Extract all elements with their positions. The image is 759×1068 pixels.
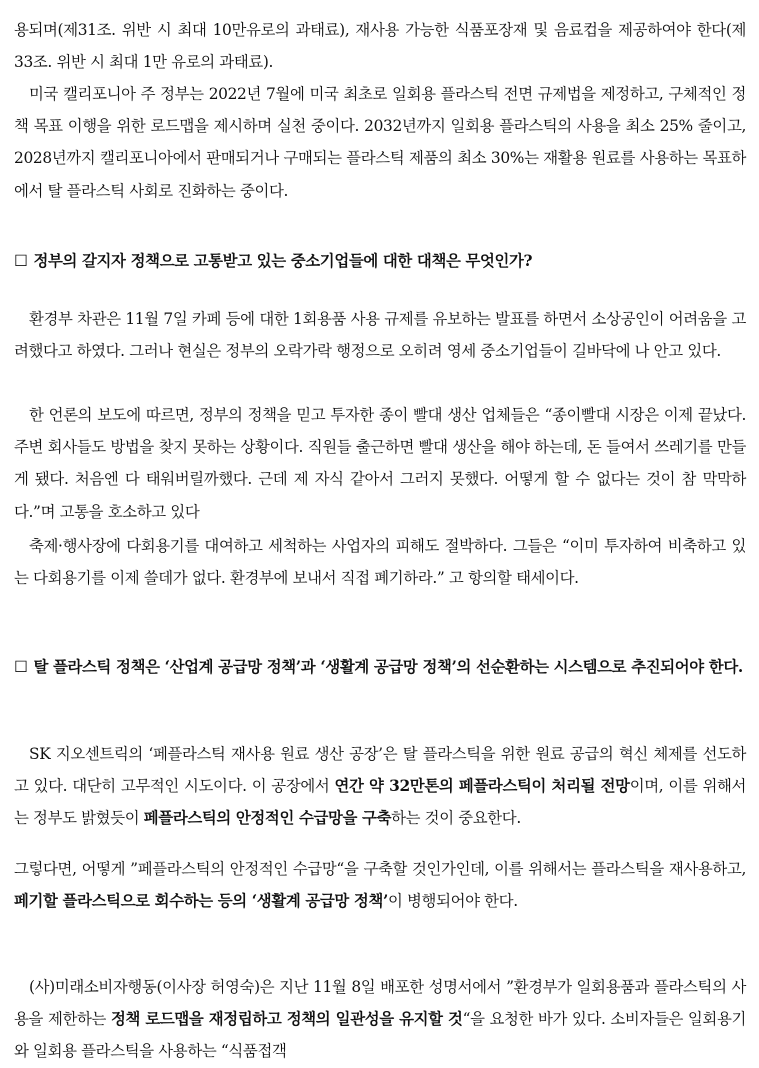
heading-text: 정부의 갈지자 정책으로 고통받고 있는 중소기업들에 대한 대책은 무엇인가? (33, 252, 533, 270)
emphasis-run: 연간 약 32만톤의 페플라스틱이 처리될 전망 (334, 777, 630, 796)
section-heading-sme-policy (14, 245, 746, 277)
heading-text: 탈 플라스틱 정책은 ‘산업계 공급망 정책’과 ‘생활계 공급망 정책’의 선순환하는 시스템으로 추진되어야 한다. (33, 658, 743, 676)
text-run: SK 지오센트릭의 ‘페플라스틱 재사용 원료 생산 공장’은 탈 플라스틱을 위한 원료 공급의 혁신 체제를 선도하고 있다. 대단히 고무적인 시도이다. 이 공장에서 (14, 745, 746, 796)
text-run: 그렇다면, 어떻게 ”페플라스틱의 안정적인 수급망“을 구축할 것인가인데, 이를 위해서는 플라스틱을 재사용하고, (14, 860, 746, 878)
emphasis-run: 페플라스틱의 안정적인 수급망을 구축 (143, 809, 392, 828)
paragraph-consumer-action-statement (14, 971, 746, 1068)
text-run: 이 병행되어야 한다. (387, 892, 518, 911)
checkbox-square-icon: ☐ (14, 252, 28, 270)
checkbox-square-icon: ☐ (14, 658, 28, 676)
paragraph-paper-straw-makers: 한 언론의 보도에 따르면, 정부의 정책을 믿고 투자한 종이 빨대 생산 업체들은 “종이빨대 시장은 이제 끝났다. 주변 회사들도 방법을 찾지 못하는 상황이다. 직원들 출근하면 빨대 생산을 해야 하는데, 돈 들여서 쓰레기를 만들게 됐다. 처음엔 다 태워버릴까했다. 근데 제 자식 같아서 그러지 못했다. 어떻게 할 수 없다는 것이 참 막막하다.”며 고통을 호소하고 있다 (14, 406, 746, 521)
paragraph-reusable-container-businesses: 축제·행사장에 다회용기를 대여하고 세척하는 사업자의 피해도 절박하다. 그들은 “이미 투자하여 비축하고 있는 다회용기를 이제 쓸데가 없다. 환경부에 보내서 직접 폐기하라.” 고 항의할 태세이다. (14, 537, 746, 588)
text-run: 하는 것이 중요한다. (391, 809, 521, 828)
emphasis-run: 정책 로드맵을 재정립하고 정책의 일관성을 유지할 것 (110, 1010, 463, 1029)
text-run: 이며, 이를 위해서는 정부도 밝혔듯이 (14, 777, 747, 828)
paragraph-eu-regulation-tail: 용되며(제31조. 위반 시 최대 10만유로의 과태료), 재사용 가능한 식품포장재 및 음료컵을 제공하여야 한다(제33조. 위반 시 최대 1만 유로의 과태료). (14, 21, 746, 72)
text-run: “을 요청한 바가 있다. 소비자들은 일회용기와 일회용 플라스틱을 사용하는 “식품접객 (14, 1010, 746, 1061)
section-heading-supply-chain-policy (14, 651, 746, 683)
paragraph-sk-geocentric (14, 738, 746, 835)
paragraph-vice-minister: 환경부 차관은 11월 7일 카페 등에 대한 1회용품 사용 규제를 유보하는 발표를 하면서 소상공인이 어려움을 고려했다고 하였다. 그러나 현실은 정부의 오락가락 행정으로 오히려 영세 중소기업들이 길바닥에 나 안고 있다. (14, 310, 746, 361)
emphasis-run: 페기할 플라스틱으로 회수하는 등의 ‘생활계 공급망 정책’ (14, 892, 388, 911)
paragraph-supply-chain-question (14, 853, 746, 917)
text-run: (사)미래소비자행동(이사장 허영숙)은 지난 11월 8일 배포한 성명서에서 ”환경부가 일회용품과 플라스틱의 사용을 제한하는 (14, 978, 746, 1029)
paragraph-california-regulation: 미국 캘리포니아 주 정부는 2022년 7월에 미국 최초로 일회용 플라스틱 전면 규제법을 제정하고, 구체적인 정책 목표 이행을 위한 로드맵을 제시하며 실천 중이다. 2032년까지 일회용 플라스틱의 사용을 최소 25% 줄이고, 2028년까지 캘리포니아에서 판매되거나 구매되는 플라스틱 제품의 최소 30%는 재활용 원료를 사용하는 목표하에서 탈 플라스틱 사회로 진화하는 중이다. (14, 85, 746, 200)
